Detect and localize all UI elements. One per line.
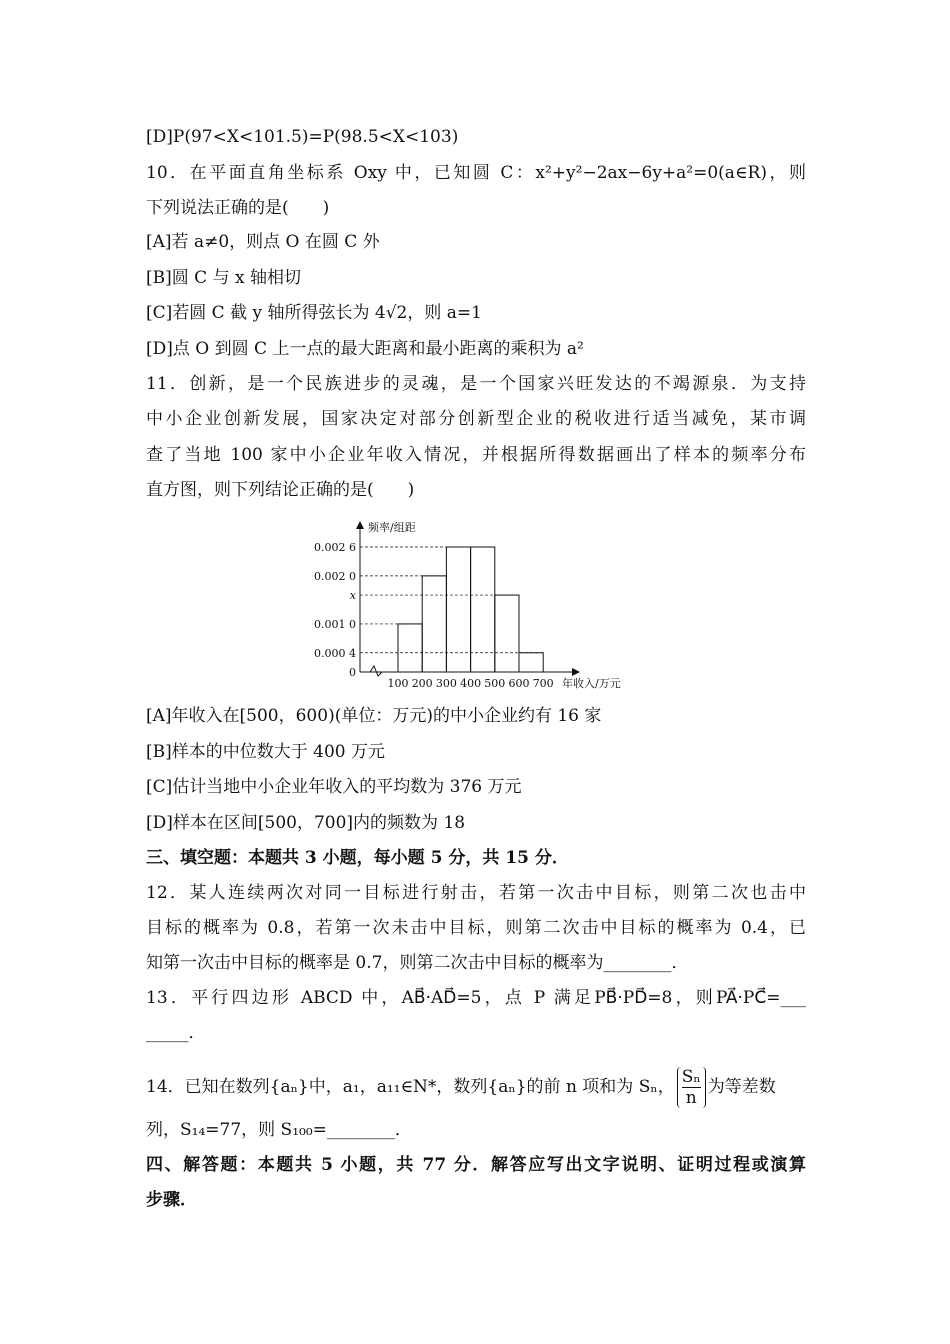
q14-fraction xyxy=(677,1067,706,1108)
q14-line2: 列，S₁₄=77，则 S₁₀₀=________． xyxy=(146,1120,412,1140)
q11-stem-line1: 11．创新，是一个民族进步的灵魂，是一个国家兴旺发达的不竭源泉．为支持 xyxy=(146,374,806,394)
q11-stem-line3: 查了当地 100 家中小企业年收入情况，并根据所得数据画出了样本的频率分布 xyxy=(146,445,806,465)
y-tick-label: 0.000 4 xyxy=(314,646,356,660)
q12-line3: 知第一次击中目标的概率是 0.7，则第二次击中目标的概率为________． xyxy=(146,953,689,973)
y-axis-title: 频率/组距 xyxy=(368,521,416,534)
q11-option-b: [B]样本的中位数大于 400 万元 xyxy=(146,742,386,762)
histogram-bar xyxy=(495,595,519,672)
x-tick-label: 600 xyxy=(508,677,530,690)
histogram-bar xyxy=(471,547,495,672)
q14-fraction-denominator: n xyxy=(685,1088,697,1108)
y-tick-label: x xyxy=(349,589,356,603)
y-tick-label: 0 xyxy=(349,666,356,679)
q10-option-a: [A]若 a≠0，则点 O 在圆 C 外 xyxy=(146,232,380,252)
x-axis-title: 年收入/万元 xyxy=(562,677,621,690)
q11-stem-line2: 中小企业创新发展，国家决定对部分创新型企业的税收进行适当减免，某市调 xyxy=(146,409,806,429)
q9-option-d: [D]P(97<X<101.5)=P(98.5<X<103) xyxy=(146,127,459,147)
frequency-histogram xyxy=(314,515,650,695)
axis-break xyxy=(370,666,400,676)
x-tick-label: 300 xyxy=(435,677,457,690)
q11-option-d: [D]样本在区间[500，700]内的频数为 18 xyxy=(146,813,466,833)
q14-line1-pre: 14．已知在数列{aₙ}中，a₁，a₁₁∈N*，数列{aₙ}的前 n 项和为 Sₙ， xyxy=(146,1077,675,1097)
x-tick-label: 400 xyxy=(460,677,482,690)
q10-option-d: [D]点 O 到圆 C 上一点的最大距离和最小距离的乘积为 a² xyxy=(146,339,584,359)
q13-line1: 13．平行四边形 ABCD 中，AB⃗·AD⃗=5，点 P 满足PB⃗·PD⃗=8，则PA⃗·PC⃗=___ xyxy=(146,988,806,1008)
q10-option-b: [B]圆 C 与 x 轴相切 xyxy=(146,268,301,288)
histogram-bar xyxy=(519,653,543,672)
section-4-heading-line1: 四、解答题：本题共 5 小题，共 77 分．解答应写出文字说明、证明过程或演算 xyxy=(146,1155,806,1175)
q10-option-c: [C]若圆 C 截 y 轴所得弦长为 4√2，则 a=1 xyxy=(146,303,482,323)
q14-line1-post: 为等差数 xyxy=(707,1077,776,1097)
q11-stem-line4: 直方图，则下列结论正确的是( ) xyxy=(146,480,415,500)
section-3-heading: 三、填空题：本题共 3 小题，每小题 5 分，共 15 分． xyxy=(146,848,569,868)
x-tick-label: 700 xyxy=(532,677,554,690)
q14-fraction-numerator: Sₙ xyxy=(681,1067,701,1087)
histogram-bar xyxy=(422,576,446,672)
histogram-bar xyxy=(446,547,470,672)
x-tick-label: 500 xyxy=(484,677,506,690)
q10-stem-line1: 10．在平面直角坐标系 Oxy 中，已知圆 C：x²+y²−2ax−6y+a²=0(a∈R)，则 xyxy=(146,163,806,183)
q10-stem-line2: 下列说法正确的是( ) xyxy=(146,198,330,218)
q11-option-c: [C]估计当地中小企业年收入的平均数为 376 万元 xyxy=(146,777,522,797)
x-tick-label: 100 xyxy=(387,677,409,690)
q13-line2: _____． xyxy=(146,1023,206,1043)
histogram-bar xyxy=(398,624,422,672)
q12-line2: 目标的概率为 0.8，若第一次未击中目标，则第二次击中目标的概率为 0.4，已 xyxy=(146,918,806,938)
section-4-heading-line2: 步骤． xyxy=(146,1190,197,1210)
q14-line1 xyxy=(146,1067,776,1108)
x-tick-label: 200 xyxy=(411,677,433,690)
y-tick-label: 0.001 0 xyxy=(314,617,356,631)
q11-option-a: [A]年收入在[500，600)(单位：万元)的中小企业约有 16 家 xyxy=(146,706,602,726)
q12-line1: 12．某人连续两次对同一目标进行射击，若第一次击中目标，则第二次也击中 xyxy=(146,883,806,903)
y-tick-label: 0.002 0 xyxy=(314,569,356,583)
y-tick-label: 0.002 6 xyxy=(314,541,356,554)
